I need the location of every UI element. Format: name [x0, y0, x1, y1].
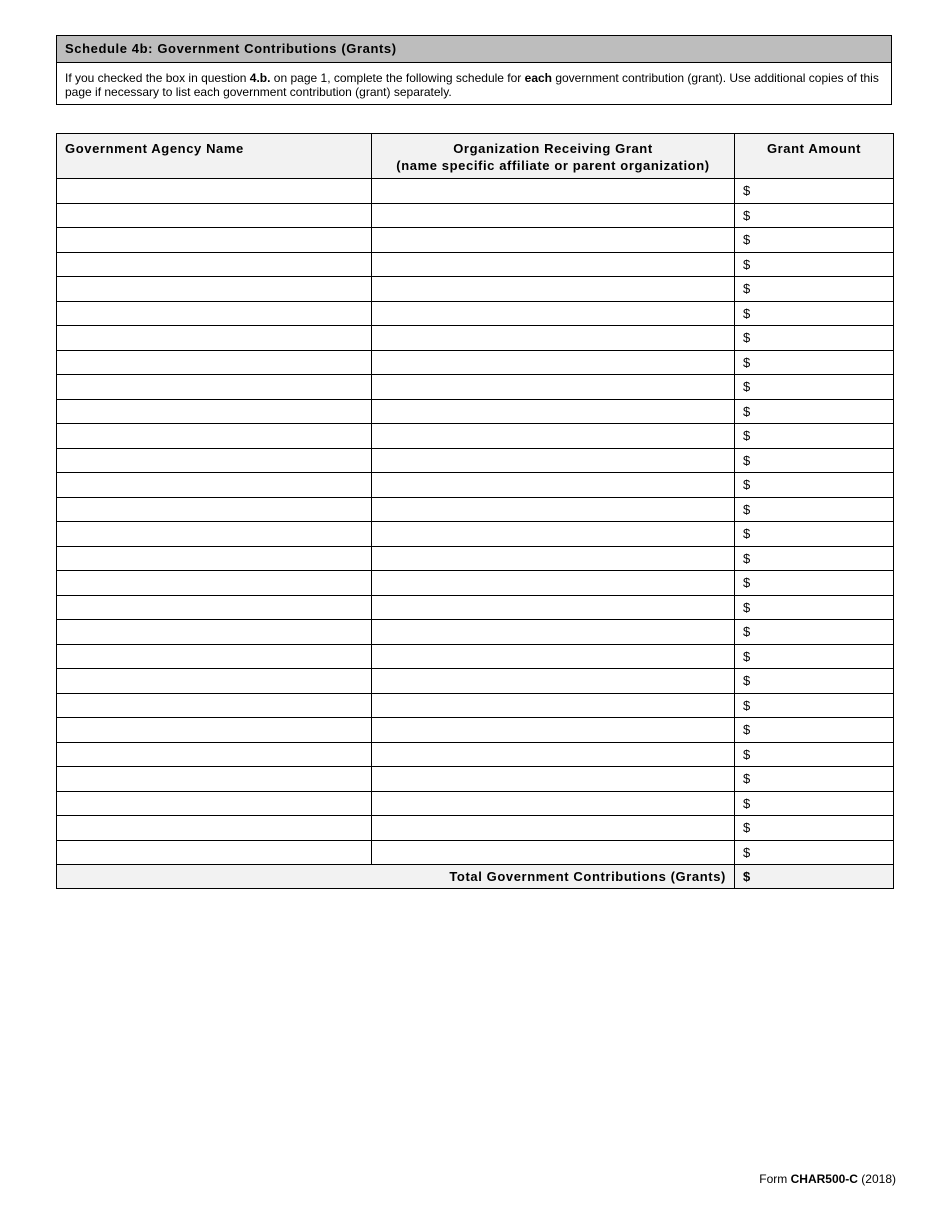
organization-field[interactable]: [372, 399, 735, 424]
footer-prefix: Form: [759, 1172, 791, 1186]
organization-field[interactable]: [372, 350, 735, 375]
agency-name-field[interactable]: [57, 301, 372, 326]
agency-name-field[interactable]: [57, 816, 372, 841]
agency-name-field[interactable]: [57, 840, 372, 865]
table-row: [57, 571, 894, 596]
total-row: [57, 865, 894, 889]
agency-name-field[interactable]: [57, 424, 372, 449]
table-row: [57, 399, 894, 424]
organization-field[interactable]: [372, 228, 735, 253]
organization-field[interactable]: [372, 791, 735, 816]
organization-field[interactable]: [372, 718, 735, 743]
table-row: [57, 840, 894, 865]
organization-field[interactable]: [372, 742, 735, 767]
agency-name-field[interactable]: [57, 179, 372, 204]
organization-field[interactable]: [372, 644, 735, 669]
agency-name-field[interactable]: [57, 350, 372, 375]
organization-field[interactable]: [372, 571, 735, 596]
organization-field[interactable]: [372, 448, 735, 473]
form-footer: [759, 1172, 896, 1186]
grant-amount-field[interactable]: $: [735, 326, 894, 351]
organization-field[interactable]: [372, 595, 735, 620]
grant-amount-field[interactable]: $: [735, 791, 894, 816]
table-row: [57, 595, 894, 620]
agency-name-field[interactable]: [57, 546, 372, 571]
agency-name-field[interactable]: [57, 399, 372, 424]
table-row: [57, 644, 894, 669]
table-row: [57, 497, 894, 522]
grant-amount-field[interactable]: $: [735, 620, 894, 645]
table-row: [57, 375, 894, 400]
grants-table: [56, 133, 894, 889]
grant-amount-field[interactable]: $: [735, 497, 894, 522]
table-row: [57, 350, 894, 375]
table-row: [57, 179, 894, 204]
total-amount-field[interactable]: $: [735, 865, 894, 889]
agency-name-field[interactable]: [57, 473, 372, 498]
agency-name-field[interactable]: [57, 522, 372, 547]
grant-amount-field[interactable]: $: [735, 742, 894, 767]
organization-field[interactable]: [372, 816, 735, 841]
agency-name-field[interactable]: [57, 595, 372, 620]
agency-name-field[interactable]: [57, 448, 372, 473]
grant-amount-field[interactable]: $: [735, 350, 894, 375]
agency-name-field[interactable]: [57, 693, 372, 718]
grant-amount-field[interactable]: $: [735, 179, 894, 204]
table-row: [57, 522, 894, 547]
organization-field[interactable]: [372, 473, 735, 498]
grant-amount-field[interactable]: $: [735, 669, 894, 694]
organization-field[interactable]: [372, 497, 735, 522]
organization-field[interactable]: [372, 203, 735, 228]
organization-field[interactable]: [372, 301, 735, 326]
grant-amount-field[interactable]: $: [735, 448, 894, 473]
table-row: [57, 816, 894, 841]
organization-field[interactable]: [372, 522, 735, 547]
agency-name-field[interactable]: [57, 497, 372, 522]
table-row: [57, 742, 894, 767]
organization-field[interactable]: [372, 179, 735, 204]
agency-name-field[interactable]: [57, 620, 372, 645]
footer-form-id: CHAR500-C: [790, 1172, 858, 1186]
table-row: [57, 473, 894, 498]
organization-field[interactable]: [372, 326, 735, 351]
agency-name-field[interactable]: [57, 644, 372, 669]
table-row: [57, 693, 894, 718]
grant-amount-field[interactable]: $: [735, 767, 894, 792]
table-row: [57, 301, 894, 326]
table-row: [57, 448, 894, 473]
grant-amount-field[interactable]: $: [735, 693, 894, 718]
table-header-row: [57, 134, 894, 179]
table-row: [57, 228, 894, 253]
instruction-segment: each: [524, 71, 552, 85]
grant-amount-field[interactable]: $: [735, 228, 894, 253]
grant-amount-field[interactable]: $: [735, 424, 894, 449]
organization-field[interactable]: [372, 277, 735, 302]
table-row: [57, 791, 894, 816]
grant-amount-field[interactable]: $: [735, 571, 894, 596]
grant-amount-field[interactable]: $: [735, 816, 894, 841]
grant-amount-field[interactable]: $: [735, 840, 894, 865]
organization-field[interactable]: [372, 693, 735, 718]
grant-amount-field[interactable]: $: [735, 301, 894, 326]
organization-field[interactable]: [372, 840, 735, 865]
organization-field[interactable]: [372, 767, 735, 792]
instruction-segment: government contribution (grant). Use additional copies of this page if necessary to list each government contribution (grant) separately.: [65, 71, 879, 99]
instruction-segment: 4.b.: [249, 71, 271, 85]
table-row: [57, 424, 894, 449]
table-row: [57, 767, 894, 792]
organization-field[interactable]: [372, 669, 735, 694]
grant-amount-field[interactable]: $: [735, 375, 894, 400]
organization-field[interactable]: [372, 375, 735, 400]
organization-field[interactable]: [372, 620, 735, 645]
grant-amount-field[interactable]: $: [735, 522, 894, 547]
grant-amount-field[interactable]: $: [735, 399, 894, 424]
instruction-segment: If you checked the box in question: [65, 71, 250, 85]
agency-name-field[interactable]: [57, 228, 372, 253]
grant-amount-field[interactable]: $: [735, 595, 894, 620]
table-row: [57, 252, 894, 277]
agency-name-field[interactable]: [57, 669, 372, 694]
grant-amount-field[interactable]: $: [735, 203, 894, 228]
grant-amount-field[interactable]: $: [735, 252, 894, 277]
grant-amount-field[interactable]: $: [735, 277, 894, 302]
table-row: [57, 718, 894, 743]
table-row: [57, 620, 894, 645]
grant-amount-field[interactable]: $: [735, 473, 894, 498]
schedule-header: [56, 35, 892, 105]
agency-name-field[interactable]: [57, 203, 372, 228]
table-row: [57, 546, 894, 571]
table-row: [57, 277, 894, 302]
total-label: Total Government Contributions (Grants): [57, 865, 735, 889]
schedule-title: Schedule 4b: Government Contributions (Grants): [57, 36, 891, 63]
agency-name-field[interactable]: [57, 718, 372, 743]
grant-amount-field[interactable]: $: [735, 718, 894, 743]
agency-name-field[interactable]: [57, 326, 372, 351]
agency-name-field[interactable]: [57, 252, 372, 277]
table-row: [57, 669, 894, 694]
agency-name-field[interactable]: [57, 277, 372, 302]
grant-rows: [57, 179, 894, 865]
agency-name-field[interactable]: [57, 571, 372, 596]
organization-field[interactable]: [372, 546, 735, 571]
header-organization-line1: Organization Receiving Grant: [453, 141, 653, 156]
footer-year: (2018): [857, 1172, 896, 1186]
grant-amount-field[interactable]: $: [735, 644, 894, 669]
agency-name-field[interactable]: [57, 767, 372, 792]
agency-name-field[interactable]: [57, 375, 372, 400]
organization-field[interactable]: [372, 252, 735, 277]
agency-name-field[interactable]: [57, 791, 372, 816]
schedule-instructions: [57, 63, 891, 104]
header-organization-line2: (name specific affiliate or parent organization): [396, 158, 710, 173]
header-agency-name: Government Agency Name: [57, 134, 372, 179]
header-organization: [372, 134, 735, 179]
grant-amount-field[interactable]: $: [735, 546, 894, 571]
instruction-segment: on page 1, complete the following schedule for: [270, 71, 525, 85]
table-row: [57, 326, 894, 351]
table-row: [57, 203, 894, 228]
header-grant-amount: Grant Amount: [735, 134, 894, 179]
organization-field[interactable]: [372, 424, 735, 449]
agency-name-field[interactable]: [57, 742, 372, 767]
